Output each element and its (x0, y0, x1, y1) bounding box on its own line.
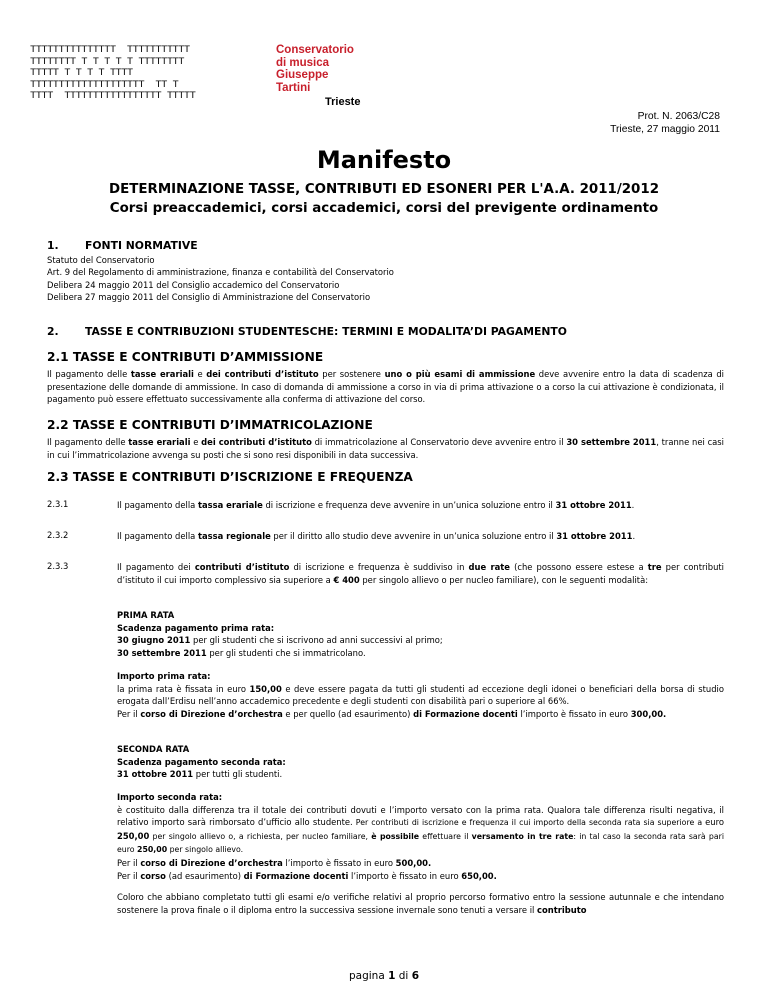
item-number: 2.3.1 (47, 499, 69, 509)
text: Il pagamento dei (117, 562, 195, 572)
bold-text: di Formazione docenti (413, 708, 518, 719)
page-footer (0, 970, 768, 982)
text: per gli studenti che si iscrivono ad anni successivi al primo; (190, 635, 443, 646)
small-text: Per contributi di iscrizione e frequenza il cui importo della seconda rata sia superiore a (352, 818, 706, 828)
bold-text: 30 settembre 2011 (117, 647, 207, 658)
logo-line: Giuseppe (276, 69, 329, 81)
bold-text: 250,00 (117, 830, 150, 841)
block-heading: Importo prima rata: (117, 671, 211, 681)
text: la prima rata è fissata in euro (117, 683, 250, 694)
bold-text: versamento in tre rate (471, 831, 574, 841)
text: deve avvenire entro la data di scadenza di presentazione delle domande di ammissione. In caso di domanda di ammissione a corso in via di prima attivazione o a corso la cui attivazione è condizionata, il pagamento può essere effettuato successivamente alla conferma di attivazione del corso. (47, 369, 724, 405)
text: . (632, 531, 636, 541)
paragraph (47, 368, 724, 406)
bold-text: contributi d’istituto (194, 562, 290, 572)
second-installment-block (117, 743, 724, 781)
subsection-title: 2.2 TASSE E CONTRIBUTI D’IMMATRICOLAZIONE (47, 418, 373, 432)
paragraph (117, 561, 724, 586)
bold-text: € 400 (333, 574, 360, 585)
sources-list (47, 254, 724, 304)
block-subheading: Scadenza pagamento seconda rata: (117, 756, 286, 767)
bold-text: dei contributi d’istituto (201, 437, 312, 447)
text: Per il (117, 708, 141, 719)
bold-text: 31 ottobre 2011 (555, 500, 632, 510)
paragraph (117, 804, 724, 857)
bold-text: 650,00. (461, 870, 497, 881)
deadline-line (117, 647, 724, 660)
text: e (193, 369, 207, 379)
logo-glyph-line: TTTTT T T T T TTTT (30, 67, 133, 79)
block-subheading: Scadenza pagamento prima rata: (117, 622, 275, 633)
logo-glyph-mark (30, 45, 262, 103)
protocol-number: Prot. N. 2063/C28 (637, 111, 720, 122)
bold-text: 30 giugno 2011 (117, 635, 191, 646)
text: e (190, 437, 202, 447)
text: (ad esaurimento) (165, 870, 244, 881)
bold-text: tassa erariale (197, 500, 263, 510)
text: di iscrizione e frequenza è suddiviso in (289, 562, 469, 572)
bold-text: 31 ottobre 2011 (556, 531, 633, 541)
text: Il pagamento della (117, 531, 198, 541)
text: , tranne nei casi in cui l’immatricolazione avvenga su posti che si sono resi disponibili in data successiva. (47, 437, 724, 460)
page-total: 6 (411, 970, 419, 982)
section-title: TASSE E CONTRIBUZIONI STUDENTESCHE: TERMINI E MODALITA’DI PAGAMENTO (85, 325, 567, 338)
bold-text: due rate (468, 562, 510, 572)
logo-glyph-line: TTTTTTTTTTTTTTT TTTTTTTTTTT (30, 44, 190, 56)
block-heading: SECONDA RATA (117, 744, 190, 754)
bold-text: 250,00 (137, 845, 168, 855)
text: di immatricolazione al Conservatorio deve avvenire entro il (311, 437, 567, 447)
item-number: 2.3.2 (47, 530, 69, 540)
bold-text: 300,00. (630, 708, 667, 719)
bold-text: 150,00 (249, 683, 282, 694)
bold-text: tasse erariali (128, 437, 191, 447)
logo-glyph-line: TTTTTTTTTTTTTTTTTTTT TT T (30, 78, 179, 91)
institution-logo-text (276, 44, 354, 94)
text: per il diritto allo studio deve avvenire in un’unica soluzione entro il (270, 531, 557, 541)
text: l’importo è fissato in euro (282, 857, 396, 868)
deadline-line (117, 768, 724, 781)
bold-text: tre (647, 562, 662, 572)
bold-text: 500,00. (395, 857, 432, 868)
protocol-block (610, 111, 720, 136)
text: e per quello (ad esaurimento) (282, 708, 414, 719)
paragraph (117, 857, 724, 870)
text: pagina (349, 970, 389, 982)
section-number: 1. (47, 239, 59, 252)
subtitle: DETERMINAZIONE TASSE, CONTRIBUTI ED ESONERI PER L'A.A. 2011/2012 (108, 182, 660, 197)
bold-text: 30 settembre 2011 (566, 437, 657, 447)
list-item: Delibera 27 maggio 2011 del Consiglio di Amministrazione del Conservatorio (47, 292, 371, 303)
text: per sostenere (318, 369, 385, 379)
text: è costituito dalla differenza tra il totale dei contributi dovuti e l’importo versato con la prima rata. Qualora tale differenza risulti negativa, il relativo importo sarà rimborsato d’ufficio allo studente. (117, 804, 724, 828)
list-item: Statuto del Conservatorio (47, 255, 155, 265)
text: Il pagamento delle (47, 369, 131, 379)
text: per gli studenti che si immatricolano. (206, 647, 366, 658)
list-item: Delibera 24 maggio 2011 del Consiglio accademico del Conservatorio (47, 279, 340, 290)
paragraph (117, 891, 724, 916)
text: l’importo è fissato in euro (348, 870, 462, 881)
list-item: Art. 9 del Regolamento di amministrazione, finanza e contabilità del Conservatorio (47, 267, 394, 278)
text: Coloro che abbiano completato tutti gli esami e/o verifiche relativi al proprio percorso formativo entro la sessione autunnale e che intendano sostenere la prova finale o il diploma entro la successiva sessione invernale sono tenuti a versare il (117, 892, 724, 915)
item-number: 2.3.3 (47, 561, 69, 571)
text: per singolo allievo o per nucleo familiare), con le seguenti modalità: (359, 574, 649, 585)
bold-text: tassa regionale (197, 531, 271, 541)
small-text: per singolo allievo. (167, 845, 244, 855)
page-number: 1 (388, 970, 396, 982)
bold-text: uno o più esami di ammissione (384, 369, 536, 379)
first-installment-block (117, 609, 724, 659)
bold-text: dei contributi d’istituto (206, 369, 319, 379)
logo-line: Conservatorio (276, 44, 354, 56)
text: Per il (117, 857, 141, 868)
text: l’importo è fissato in euro (517, 708, 631, 719)
paragraph (117, 530, 724, 543)
subtitle: Corsi preaccademici, corsi accademici, corsi del previgente ordinamento (109, 201, 659, 216)
subsection-title: 2.1 TASSE E CONTRIBUTI D’AMMISSIONE (47, 350, 324, 364)
text: Il pagamento della (117, 500, 198, 510)
section-title: FONTI NORMATIVE (85, 239, 198, 252)
logo-line: di musica (276, 56, 330, 69)
block-heading: Importo seconda rata: (117, 792, 223, 802)
bold-text: è possibile (371, 831, 420, 841)
text: e deve essere pagata da tutti gli studenti ad eccezione degli idonei o beneficiari della borsa di studio erogata dall’Erdisu nell’anno accademico precedente e degli studenti con disabilità pari o superiore al 66%. (117, 683, 724, 707)
logo-glyph-line: TTTTTTTT T T T T T TTTTTTTT (30, 55, 184, 68)
text: di iscrizione e frequenza deve avvenire in un’unica soluzione entro il (262, 500, 556, 510)
subsection-title: 2.3 TASSE E CONTRIBUTI D’ISCRIZIONE E FREQUENZA (47, 470, 413, 484)
small-text: effettuare il (419, 831, 472, 841)
text: per contributi d’istituto il cui importo complessivo sia superiore a (117, 562, 724, 585)
paragraph (117, 683, 724, 708)
page-title: Manifesto (316, 146, 452, 174)
second-installment-amount (117, 791, 724, 882)
text: Il pagamento delle (47, 437, 129, 447)
paragraph (117, 499, 724, 512)
text: (che possono essere estese a (509, 562, 648, 572)
bold-text: corso di Direzione d’orchestra (140, 857, 283, 868)
document-date: Trieste, 27 maggio 2011 (610, 123, 720, 135)
logo-line: Tartini (276, 81, 311, 94)
paragraph (47, 436, 724, 461)
text: . (631, 500, 635, 510)
logo-city: Trieste (325, 96, 361, 108)
text: Per il (117, 870, 141, 881)
bold-text: corso di Direzione d’orchestra (140, 708, 283, 719)
block-heading: PRIMA RATA (117, 610, 175, 620)
small-text: per singolo allievo o, a richiesta, per nucleo familiare, (149, 831, 372, 841)
logo-glyph-line: TTTT TTTTTTTTTTTTTTTTT TTTTT (30, 90, 196, 102)
deadline-line (117, 634, 724, 647)
first-installment-amount (117, 670, 724, 720)
text: euro (705, 817, 724, 828)
paragraph (117, 870, 724, 883)
section-number: 2. (47, 325, 59, 338)
bold-text: contributo (537, 904, 587, 915)
paragraph (117, 708, 724, 721)
section-heading (47, 325, 567, 338)
bold-text: tasse erariali (130, 369, 194, 379)
small-text: : in tal caso la seconda rata sarà pari euro (117, 831, 724, 855)
bold-text: 31 ottobre 2011 (117, 769, 194, 780)
text: per tutti gli studenti. (193, 769, 283, 780)
section-heading (47, 239, 198, 252)
bold-text: corso (140, 870, 166, 881)
bold-text: di Formazione docenti (243, 870, 349, 881)
text: di (395, 970, 412, 982)
